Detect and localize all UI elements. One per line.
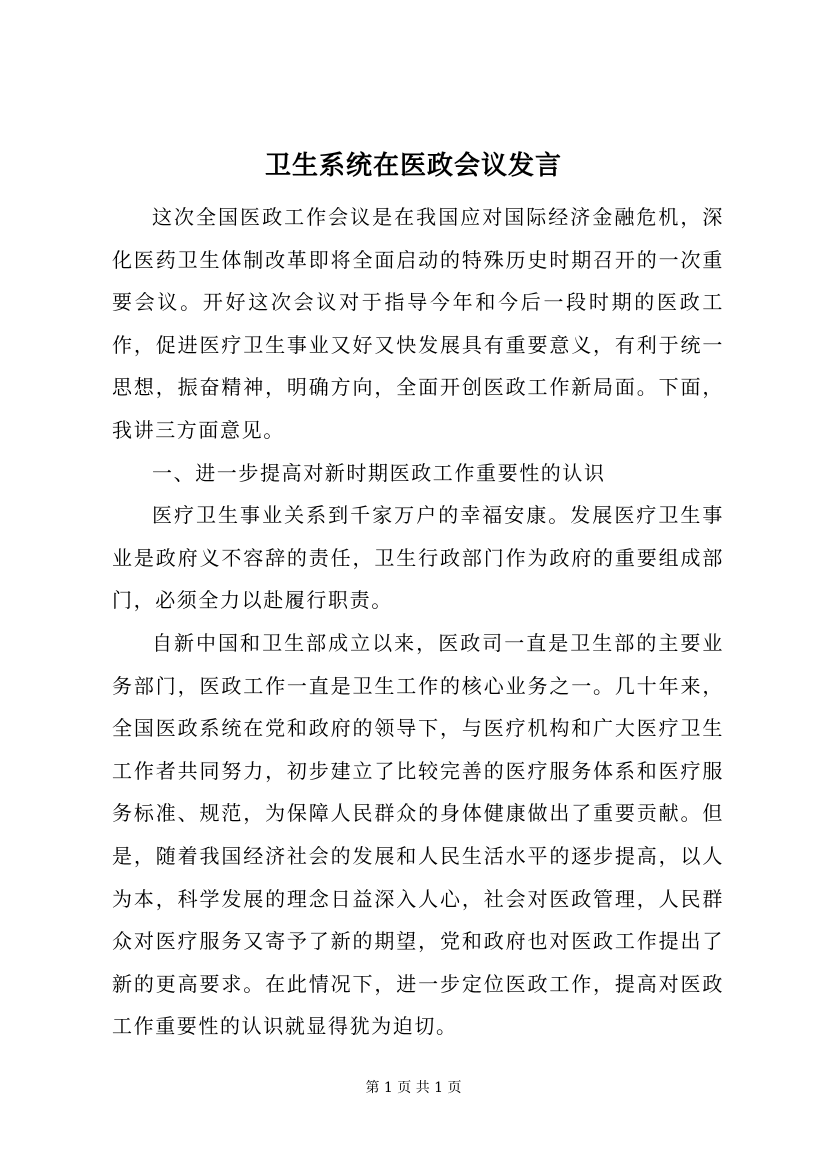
paragraph-responsibility: 医疗卫生事业关系到千家万户的幸福安康。发展医疗卫生事业是政府义不容辞的责任，卫生行政部门作为政府的重要组成部门，必须全力以赴履行职责。 <box>112 503 724 613</box>
paragraph-intro: 这次全国医政工作会议是在我国应对国际经济金融危机，深化医药卫生体制改革即将全面启动的特殊历史时期召开的一次重要会议。开好这次会议对于指导今年和今后一段时期的医政工作，促进医疗卫生事业又好又快发展具有重要意义，有利于统一思想，振奋精神，明确方向，全面开创医政工作新局面。下面，我讲三方面意见。 <box>112 205 724 442</box>
paragraph-history: 自新中国和卫生部成立以来，医政司一直是卫生部的主要业务部门，医政工作一直是卫生工作的核心业务之一。几十年来，全国医政系统在党和政府的领导下，与医疗机构和广大医疗卫生工作者共同努力，初步建立了比较完善的医疗服务体系和医疗服务标准、规范，为保障人民群众的身体健康做出了重要贡献。但是，随着我国经济社会的发展和人民生活水平的逐步提高，以人为本，科学发展的理念日益深入人心，社会对医政管理，人民群众对医疗服务又寄予了新的期望，党和政府也对医政工作提出了新的更高要求。在此情况下，进一步定位医政工作，提高对医政工作重要性的认识就显得犹为迫切。 <box>112 630 724 1039</box>
document-body <box>112 196 724 1048</box>
document-title: 卫生系统在医政会议发言 <box>264 151 562 181</box>
page-footer: 第 1 页 共 1 页 <box>365 1080 462 1096</box>
section-heading: 一、进一步提高对新时期医政工作重要性的认识 <box>152 460 606 485</box>
